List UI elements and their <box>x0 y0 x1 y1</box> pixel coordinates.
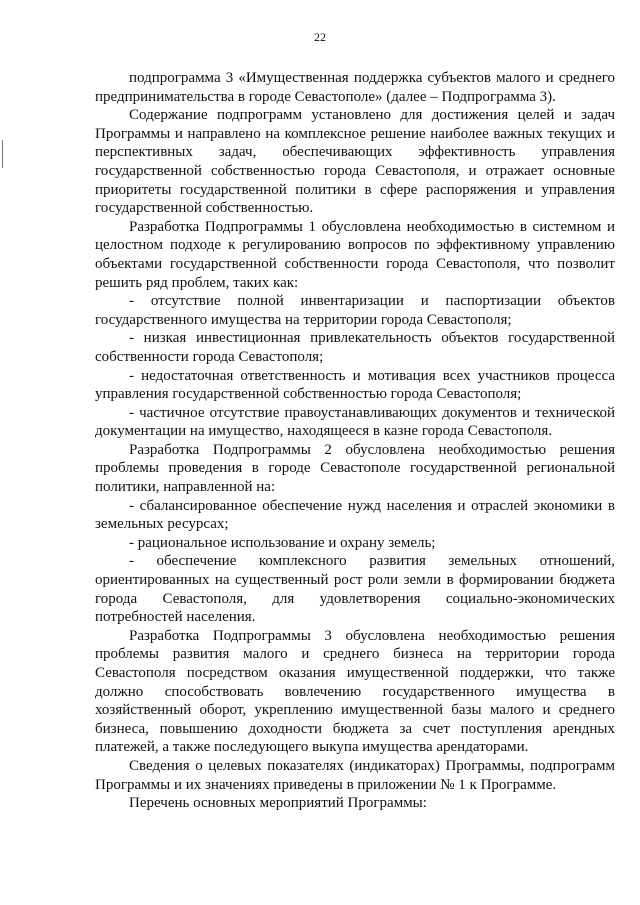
paragraph-subprogram-3-development: Разработка Подпрограммы 3 обусловлена необходимостью решения проблемы развития малого и среднего бизнеса на территории города Севастополя посредством оказания имущественной поддержки, что также должно способствовать вовлечению государственного имущества в хозяйственный оборот, укреплению имущественной базы малого и среднего бизнеса, повышению доходности бюджета за счет поступления арендных платежей, а также последующего выкупа имущества арендаторами. <box>95 627 615 756</box>
list-item: - недостаточная ответственность и мотивация всех участников процесса управления государственной собственностью города Севастополя; <box>95 367 615 403</box>
list-item: - обеспечение комплексного развития земельных отношений, ориентированных на существенный рост роли земли в формировании бюджета города Севастополя, для удовлетворения социально-экономических потребностей населения. <box>95 553 615 626</box>
document-body <box>95 69 615 813</box>
scan-edge-mark <box>2 140 3 168</box>
paragraph-subprogram-3-title: подпрограмма 3 «Имущественная поддержка субъектов малого и среднего предпринимательства в городе Севастополе» (далее – Подпрограмма 3). <box>95 70 615 105</box>
paragraph-main-activities-list: Перечень основных мероприятий Программы: <box>129 795 427 812</box>
list-item: - рациональное использование и охрану земель; <box>129 534 436 551</box>
paragraph-subprograms-content: Содержание подпрограмм установлено для достижения целей и задач Программы и направлено на комплексное решение наиболее важных текущих и перспективных задач, обеспечивающих эффективность управления государственной собственностью города Севастополя, и отражает основные приоритеты государственной политики в сфере распоряжения и управления государственной собственностью. <box>95 107 615 217</box>
paragraph-target-indicators: Сведения о целевых показателях (индикаторах) Программы, подпрограмм Программы и их значениях приведены в приложении № 1 к Программе. <box>95 757 615 793</box>
list-item: - частичное отсутствие правоустанавливающих документов и технической документации на имущество, находящееся в казне города Севастополя. <box>95 404 615 440</box>
paragraph-subprogram-2-development: Разработка Подпрограммы 2 обусловлена необходимостью решения проблемы проведения в городе Севастополе государственной региональной политики, направленной на: <box>95 441 615 496</box>
list-item: - низкая инвестиционная привлекательность объектов государственной собственности города Севастополя; <box>95 330 615 365</box>
list-item: - сбалансированное обеспечение нужд населения и отраслей экономики в земельных ресурсах; <box>95 497 615 533</box>
paragraph-subprogram-1-development: Разработка Подпрограммы 1 обусловлена необходимостью в системном и целостном подходе к регулированию вопросов по эффективному управлению объектами государственной собственности города Севастополя, что позволит решить ряд проблем, таких как: <box>95 218 615 291</box>
page-number: 22 <box>314 30 326 44</box>
list-item: - отсутствие полной инвентаризации и паспортизации объектов государственного имущества на территории города Севастополя; <box>95 293 615 328</box>
